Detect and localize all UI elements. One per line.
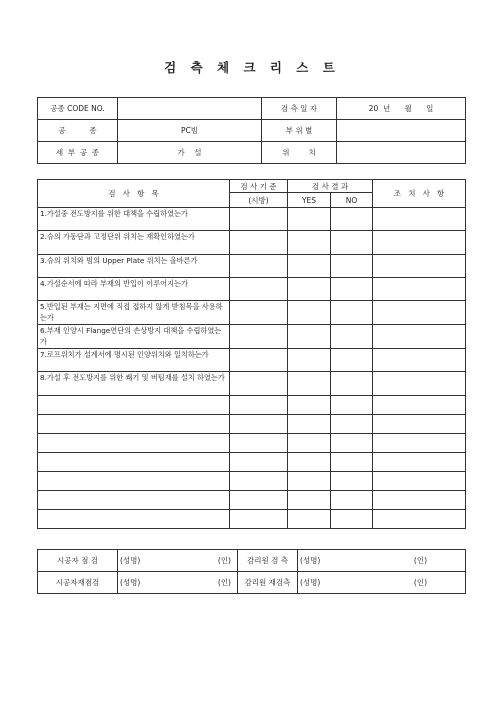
table-row — [38, 325, 466, 349]
yes-cell[interactable] — [288, 349, 331, 372]
standard-cell[interactable] — [230, 277, 288, 300]
header-action: 조 치 사 항 — [373, 180, 466, 208]
check-item: 3.슈의 위치와 빔의 Upper Plate 위치는 올바른가 — [38, 254, 230, 277]
header-row-1 — [38, 180, 466, 193]
check-item: 8.가설 후 전도방지를 위한 쐐기 및 버팀재를 설치 하였는가 — [38, 372, 230, 395]
sign-row-contractor — [38, 550, 466, 572]
no-cell[interactable] — [331, 509, 373, 528]
document-title: 검 측 체 크 리 스 트 — [164, 60, 340, 75]
no-cell[interactable] — [331, 325, 373, 349]
name-label: (성명) — [300, 578, 321, 587]
table-row — [38, 301, 466, 325]
no-cell[interactable] — [331, 349, 373, 372]
action-cell[interactable] — [373, 452, 466, 471]
action-cell[interactable] — [373, 471, 466, 490]
check-item: 2.슈의 가동단과 고정단위 위치는 재확인하였는가 — [38, 231, 230, 254]
location-value[interactable] — [337, 142, 466, 164]
detail-label: 세 부 공 종 — [38, 142, 118, 164]
yes-cell[interactable] — [288, 301, 331, 325]
yes-cell[interactable] — [288, 471, 331, 490]
check-item — [38, 414, 230, 433]
code-value[interactable] — [118, 98, 262, 120]
yes-cell[interactable] — [288, 254, 331, 277]
no-cell[interactable] — [331, 208, 373, 231]
seal-label: (인) — [217, 556, 231, 565]
date-label: 검 측 일 자 — [262, 98, 337, 120]
no-cell[interactable] — [331, 277, 373, 300]
no-cell[interactable] — [331, 433, 373, 452]
no-cell[interactable] — [331, 490, 373, 509]
name-label: (성명) — [300, 556, 321, 565]
check-item — [38, 490, 230, 509]
info-row-work — [38, 120, 466, 142]
no-cell[interactable] — [331, 231, 373, 254]
standard-cell[interactable] — [230, 395, 288, 414]
yes-cell[interactable] — [288, 277, 331, 300]
table-row — [38, 433, 466, 452]
no-cell[interactable] — [331, 395, 373, 414]
yes-cell[interactable] — [288, 414, 331, 433]
table-row — [38, 414, 466, 433]
check-item: 4.가설순서에 따라 부재의 반입이 이루어지는가 — [38, 277, 230, 300]
table-row — [38, 349, 466, 372]
header-standard-sub: (시방) — [230, 193, 288, 208]
standard-cell[interactable] — [230, 372, 288, 395]
info-table — [37, 97, 466, 164]
table-row — [38, 395, 466, 414]
header-result: 검 사 결 과 — [288, 180, 373, 193]
contractor-recheck-label: 시공자재점검 — [38, 572, 118, 594]
supervisor-recheck-label: 감리원 재검측 — [238, 572, 298, 594]
action-cell[interactable] — [373, 231, 466, 254]
action-cell[interactable] — [373, 301, 466, 325]
checklist-table — [37, 179, 466, 529]
seal-label: (인) — [217, 578, 231, 587]
seal-label: (인) — [413, 556, 428, 565]
work-value[interactable]: PC빔 — [118, 120, 262, 142]
no-cell[interactable] — [331, 254, 373, 277]
supervisor-check-label: 감리원 검 측 — [238, 550, 298, 572]
location-label: 위 치 — [262, 142, 337, 164]
table-row — [38, 509, 466, 528]
yes-cell[interactable] — [288, 372, 331, 395]
yes-cell[interactable] — [288, 433, 331, 452]
yes-cell[interactable] — [288, 452, 331, 471]
header-no: NO — [331, 193, 373, 208]
standard-cell[interactable] — [230, 452, 288, 471]
standard-cell[interactable] — [230, 490, 288, 509]
name-label: (성명) — [120, 556, 141, 565]
check-item — [38, 471, 230, 490]
standard-cell[interactable] — [230, 231, 288, 254]
contractor-check-name[interactable] — [118, 550, 238, 572]
no-cell[interactable] — [331, 301, 373, 325]
action-cell[interactable] — [373, 433, 466, 452]
action-cell[interactable] — [373, 349, 466, 372]
check-item — [38, 509, 230, 528]
action-cell[interactable] — [373, 325, 466, 349]
standard-cell[interactable] — [230, 325, 288, 349]
name-label: (성명) — [120, 578, 141, 587]
seal-label: (인) — [413, 578, 428, 587]
no-cell[interactable] — [331, 471, 373, 490]
header-yes: YES — [288, 193, 331, 208]
info-row-detail — [38, 142, 466, 164]
check-item — [38, 433, 230, 452]
yes-cell[interactable] — [288, 325, 331, 349]
code-label: 공종 CODE NO. — [38, 98, 118, 120]
date-value[interactable]: 20 년 월 일 — [337, 98, 466, 120]
action-cell[interactable] — [373, 254, 466, 277]
info-row-code — [38, 98, 466, 120]
table-row — [38, 372, 466, 395]
yes-cell[interactable] — [288, 509, 331, 528]
table-row — [38, 471, 466, 490]
signature-table — [37, 549, 466, 594]
no-cell[interactable] — [331, 452, 373, 471]
action-cell[interactable] — [373, 509, 466, 528]
supervisor-check-name[interactable] — [298, 550, 466, 572]
supervisor-recheck-name[interactable] — [298, 572, 466, 594]
table-row — [38, 277, 466, 300]
part-value[interactable] — [337, 120, 466, 142]
part-label: 부 위 별 — [262, 120, 337, 142]
work-label: 공 종 — [38, 120, 118, 142]
standard-cell[interactable] — [230, 301, 288, 325]
action-cell[interactable] — [373, 208, 466, 231]
table-row — [38, 452, 466, 471]
standard-cell[interactable] — [230, 349, 288, 372]
action-cell[interactable] — [373, 414, 466, 433]
check-item — [38, 452, 230, 471]
detail-value[interactable]: 가 설 — [118, 142, 262, 164]
standard-cell[interactable] — [230, 471, 288, 490]
table-row — [38, 208, 466, 231]
table-row — [38, 490, 466, 509]
header-items: 검 사 항 목 — [38, 180, 230, 208]
check-item: 7.로프위치가 설계서에 명시된 인양위치와 일치하는가 — [38, 349, 230, 372]
yes-cell[interactable] — [288, 208, 331, 231]
action-cell[interactable] — [373, 372, 466, 395]
standard-cell[interactable] — [230, 433, 288, 452]
standard-cell[interactable] — [230, 414, 288, 433]
contractor-check-label: 시공자 점 검 — [38, 550, 118, 572]
contractor-recheck-name[interactable] — [118, 572, 238, 594]
check-item: 5.반입된 부재는 지면에 직접 접하지 않게 받침목을 사용하는가 — [38, 301, 230, 325]
table-row — [38, 254, 466, 277]
check-item — [38, 395, 230, 414]
check-item: 6.부재 인양시 Flange연단의 손상방지 대책을 수립하였는가 — [38, 325, 230, 349]
no-cell[interactable] — [331, 414, 373, 433]
sign-row-recheck — [38, 572, 466, 594]
standard-cell[interactable] — [230, 254, 288, 277]
no-cell[interactable] — [331, 372, 373, 395]
yes-cell[interactable] — [288, 395, 331, 414]
action-cell[interactable] — [373, 395, 466, 414]
yes-cell[interactable] — [288, 490, 331, 509]
check-item: 1.가설중 전도방지를 위한 대책을 수립하였는가 — [38, 208, 230, 231]
standard-cell[interactable] — [230, 509, 288, 528]
standard-cell[interactable] — [230, 208, 288, 231]
action-cell[interactable] — [373, 490, 466, 509]
yes-cell[interactable] — [288, 231, 331, 254]
header-standard: 검 사 기 준 — [230, 180, 288, 193]
table-row — [38, 231, 466, 254]
action-cell[interactable] — [373, 277, 466, 300]
